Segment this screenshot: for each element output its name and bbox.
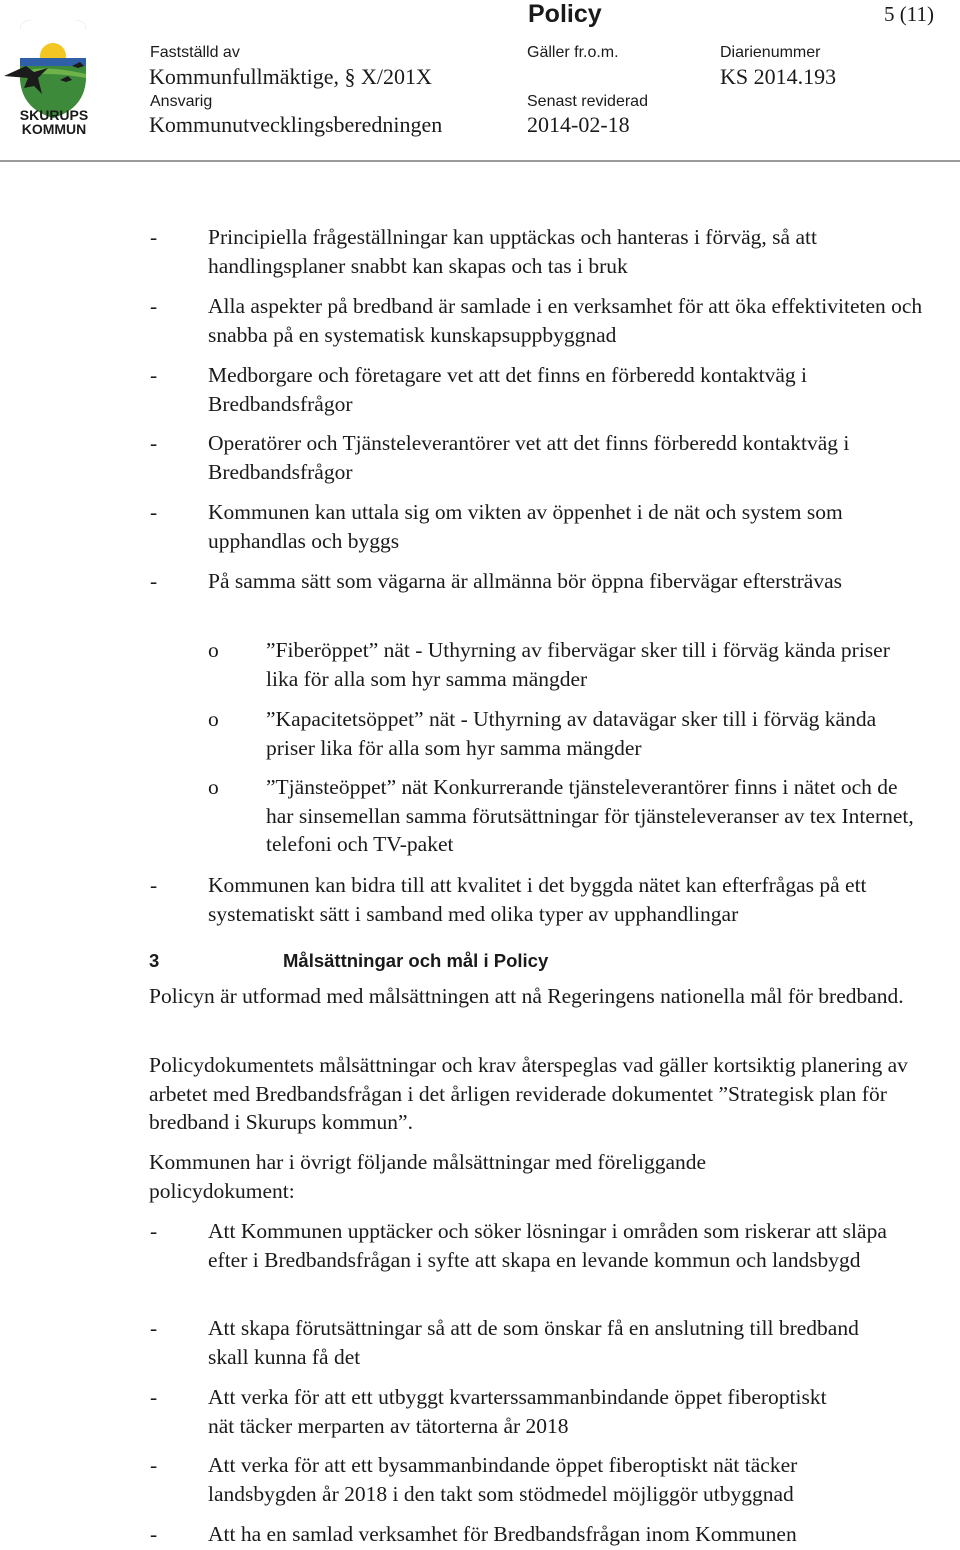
list-item: Kommunen kan uttala sig om vikten av öppenhet i de nät och system som upphandlas och byggs [208,500,843,553]
list-item: Operatörer och Tjänsteleverantörer vet att det finns förberedd kontaktväg i Bredbandsfrågor [208,431,850,484]
dash-bullet: - [150,873,158,897]
dash-bullet: - [150,1522,158,1546]
dash-bullet: - [150,1316,158,1340]
dash-bullet: - [150,1453,158,1477]
diary-number-label: Diarienummer [720,44,821,61]
document-type: Policy [528,0,602,28]
circle-bullet: o [208,775,219,799]
list-item: Medborgare och företagare vet att det finns en förberedd kontaktväg i Bredbandsfrågor [208,363,807,416]
goal-item: Att verka för att ett utbyggt kvarterssammanbindande öppet fiberoptiskt nät täcker merparten av tätorterna år 2018 [208,1385,827,1438]
last-revised-label: Senast reviderad [527,93,648,110]
municipality-logo [2,14,102,137]
adopted-by-value: Kommunfullmäktige, § X/201X [149,64,432,89]
adopted-by-label: Fastställd av [150,44,240,61]
goal-item: Att verka för att ett bysammanbindande öppet fiberoptiskt nät täcker landsbygden år 2018 i den takt som stödmedel möjliggör utbyggnad [208,1453,798,1506]
dash-bullet: - [150,294,158,318]
paragraph: Policydokumentets målsättningar och krav återspeglas vad gäller kortsiktig planering av arbetet med Bredbandsfrågan i det årligen reviderade dokumentet ”Strategisk plan för bredband i Skurups kommun”. [149,1053,908,1134]
dash-bullet: - [150,500,158,524]
paragraph: Kommunen har i övrigt följande målsättningar med föreliggande policydokument: [149,1150,707,1203]
dash-bullet: - [150,363,158,387]
circle-bullet: o [208,638,219,662]
list-item: På samma sätt som vägarna är allmänna bör öppna fibervägar eftersträvas [208,569,842,593]
last-revised-value: 2014-02-18 [527,112,630,137]
logo-text: SKURUPS KOMMUN [19,107,89,137]
list-item: Principiella frågeställningar kan upptäckas och hanteras i förväg, så att handlingsplaner snabbt kan skapas och tas i bruk [208,225,817,278]
responsible-label: Ansvarig [150,93,213,110]
sub-list-item: ”Tjänsteöppet” nät Konkurrerande tjänsteleverantörer finns i nätet och de har sinsemellan samma förutsättningar för tjänsteleveranser av tex Internet, telefoni och TV-paket [266,775,914,856]
paragraph: Policyn är utformad med målsättningen att nå Regeringens nationella mål för bredband. [149,984,904,1008]
section-number: 3 [149,950,160,971]
sub-list-item: ”Kapacitetsöppet” nät - Uthyrning av datavägar sker till i förväg kända priser lika för alla som hyr samma mängder [266,707,877,760]
dash-bullet: - [150,1219,158,1243]
header-divider [0,160,960,162]
dash-bullet: - [150,431,158,455]
section-heading: Målsättningar och mål i Policy [283,950,549,971]
dash-bullet: - [150,225,158,249]
dash-bullet: - [150,1385,158,1409]
sub-list-item: ”Fiberöppet” nät - Uthyrning av fibervägar sker till i förväg kända priser lika för alla som hyr samma mängder [266,638,890,691]
page-number: 5 (11) [884,2,934,26]
responsible-value: Kommunutvecklingsberedningen [149,112,443,137]
list-item: Alla aspekter på bredband är samlade i en verksamhet för att öka effektiviteten och snabba på en systematisk kunskapsuppbyggnad [208,294,923,347]
list-item: Kommunen kan bidra till att kvalitet i det byggda nätet kan efterfrågas på ett systematiskt sätt i samband med olika typer av upphandlingar [208,873,867,926]
circle-bullet: o [208,707,219,731]
goal-item: Att Kommunen upptäcker och söker lösningar i områden som riskerar att släpa efter i Bredbandsfrågan i syfte att skapa en levande kommun och landsbygd [208,1219,887,1272]
dash-bullet: - [150,569,158,593]
goal-item: Att skapa förutsättningar så att de som önskar få en anslutning till bredband skall kunna få det [208,1316,859,1369]
goal-item: Att ha en samlad verksamhet för Bredbandsfrågan inom Kommunen [208,1522,797,1546]
valid-from-label: Gäller fr.o.m. [527,44,619,61]
diary-number-value: KS 2014.193 [720,64,837,89]
